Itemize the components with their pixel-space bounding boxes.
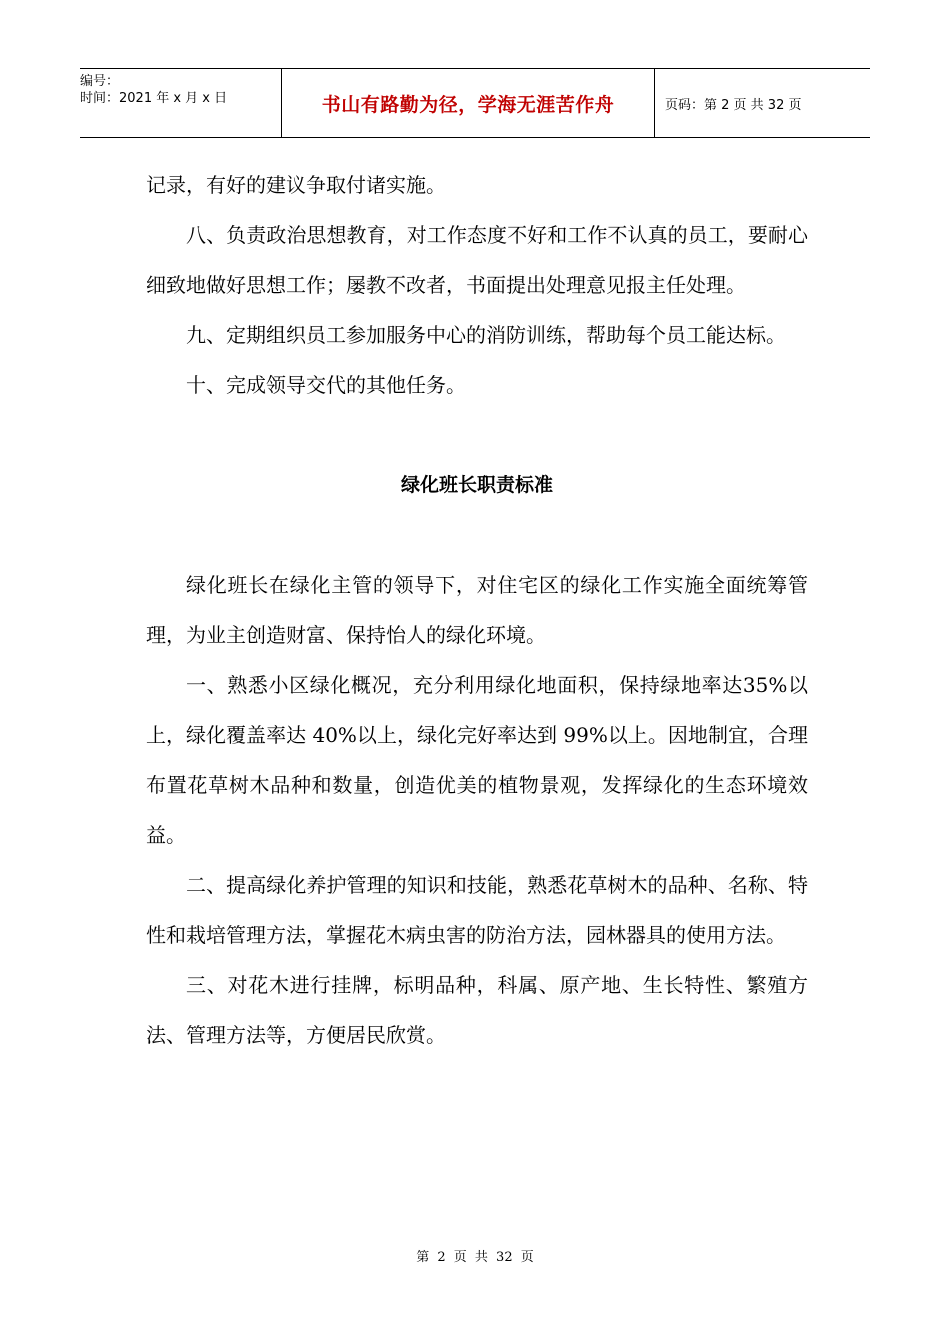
paragraph: 八、负责政治思想教育，对工作态度不好和工作不认真的员工，要耐心细致地做好思想工作；屡教不改者，书面提出处理意见报主任处理。 bbox=[146, 223, 808, 297]
header-page-info: 页码：第 2 页 共 32 页 bbox=[665, 97, 802, 113]
document-time-label: 时间：2021 年 x 月 x 日 bbox=[80, 91, 228, 106]
page-footer: 第 2 页 共 32 页 bbox=[416, 1250, 534, 1265]
page-header bbox=[80, 68, 870, 138]
paragraph: 记录，有好的建议争取付诸实施。 bbox=[146, 173, 446, 197]
document-body bbox=[146, 160, 808, 1060]
paragraph: 一、熟悉小区绿化概况，充分利用绿化地面积，保持绿地率达35%以上，绿化覆盖率达 40%以上，绿化完好率达到 99%以上。因地制宜，合理布置花草树木品种和数量，创造优美的植物景观，发挥绿化的生态环境效益。 bbox=[146, 673, 808, 847]
paragraph: 三、对花木进行挂牌，标明品种，科属、原产地、生长特性、繁殖方法、管理方法等，方便居民欣赏。 bbox=[146, 973, 808, 1047]
paragraph: 二、提高绿化养护管理的知识和技能，熟悉花草树木的品种、名称、特性和栽培管理方法，掌握花木病虫害的防治方法，园林器具的使用方法。 bbox=[146, 873, 808, 947]
section-title: 绿化班长职责标准 bbox=[400, 474, 553, 496]
header-motto: 书山有路勤为径，学海无涯苦作舟 bbox=[282, 69, 655, 137]
header-meta bbox=[80, 69, 282, 137]
document-number-label: 编号： bbox=[80, 74, 120, 89]
paragraph: 十、完成领导交代的其他任务。 bbox=[186, 373, 466, 397]
paragraph: 九、定期组织员工参加服务中心的消防训练，帮助每个员工能达标。 bbox=[186, 323, 786, 347]
paragraph: 绿化班长在绿化主管的领导下，对住宅区的绿化工作实施全面统筹管理，为业主创造财富、保持怡人的绿化环境。 bbox=[146, 573, 808, 647]
